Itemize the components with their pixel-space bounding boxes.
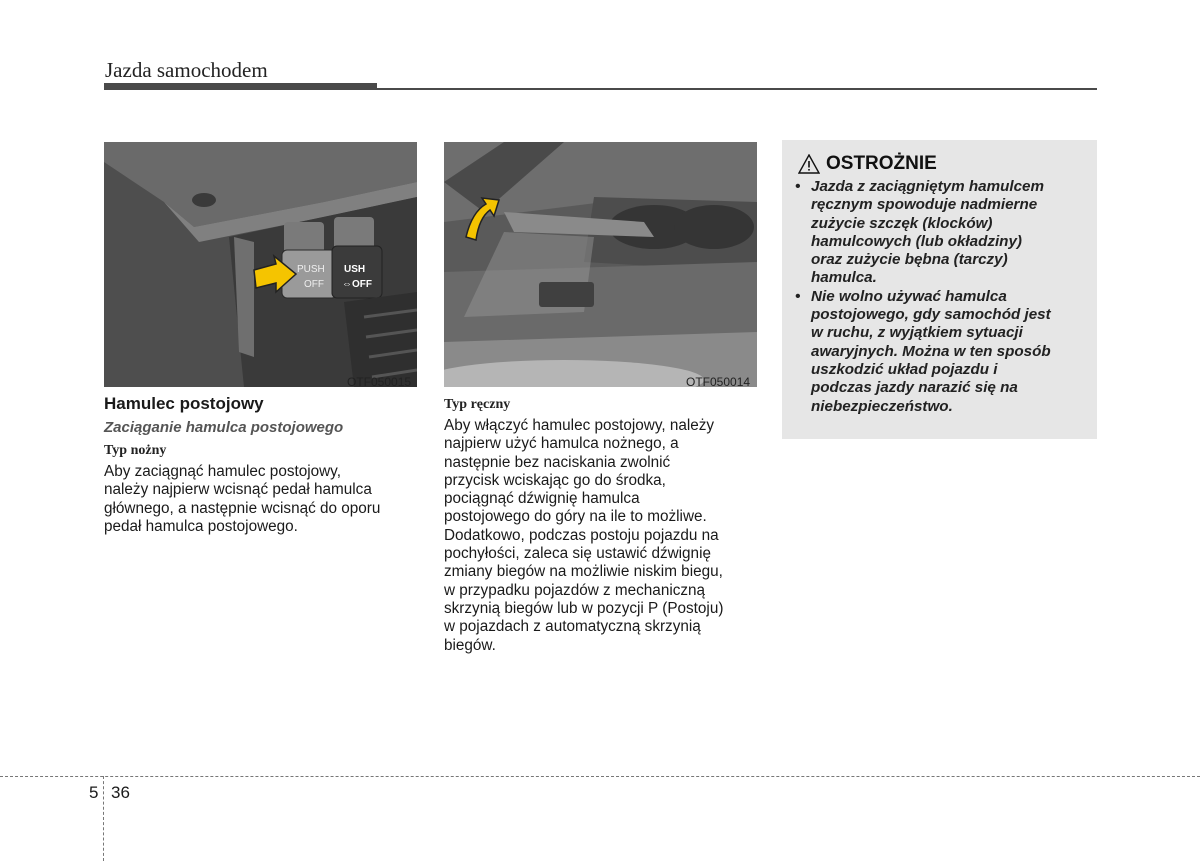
- running-header: Jazda samochodem: [105, 58, 268, 82]
- hand-brake-paragraph: [444, 417, 757, 655]
- figure-label-push-2: USH: [344, 264, 366, 275]
- text-line: w pojazdach z automatyczną skrzynią: [444, 618, 701, 636]
- page-number: 36: [111, 783, 130, 802]
- text-line: Nie wolno używać hamulca: [811, 287, 1007, 305]
- text-line: Dodatkowo, podczas postoju pojazdu na: [444, 526, 719, 544]
- text-line: pochyłości, zaleca się ustawić dźwignię: [444, 545, 711, 563]
- text-line: hamulcowych (lub okładziny): [811, 232, 1022, 250]
- figure-code-left: OTF050015: [347, 375, 412, 389]
- caution-header: [798, 153, 937, 175]
- type-label-hand: Typ ręczny: [444, 397, 511, 412]
- figure-foot-parking-brake: [104, 142, 417, 387]
- figure-label-off-2: ⇔OFF: [342, 279, 372, 290]
- text-line: w przypadku pojazdów z mechaniczną: [444, 581, 706, 599]
- text-line: ręcznym spowoduje nadmierne: [811, 196, 1038, 214]
- caution-item: [790, 178, 1090, 288]
- bullet-icon: •: [795, 287, 801, 305]
- text-line: następnie bez naciskania zwolnić: [444, 453, 671, 471]
- header-rule-thick: [104, 83, 377, 90]
- footer-rule: [0, 776, 1200, 777]
- text-line: postojowego do góry na ile to możliwe.: [444, 508, 707, 526]
- text-line: przycisk wciskając go do środka,: [444, 471, 666, 489]
- warning-icon: [798, 154, 820, 174]
- header-rule-thin: [377, 88, 1097, 90]
- type-label-foot: Typ nożny: [104, 443, 167, 458]
- section-title: Hamulec postojowy: [104, 394, 264, 413]
- caution-box: [782, 140, 1097, 439]
- section-subtitle: Zaciąganie hamulca postojowego: [104, 419, 344, 436]
- text-line: podczas jazdy narazić się na: [811, 379, 1018, 397]
- text-line: Aby włączyć hamulec postojowy, należy: [444, 417, 715, 434]
- text-line: uszkodzić układ pojazdu i: [811, 360, 998, 378]
- text-line: skrzynią biegów lub w pozycji P (Postoju): [444, 599, 724, 617]
- text-line: oraz zużycie bębna (tarczy): [811, 251, 1008, 269]
- text-line: w ruchu, z wyjątkiem sytuacji: [811, 324, 1023, 342]
- text-line: niebezpieczeństwo.: [811, 397, 953, 415]
- text-line: pociągnąć dźwignię hamulca: [444, 490, 640, 508]
- caution-list: [790, 178, 1090, 416]
- caution-title: OSTROŻNIE: [826, 153, 937, 174]
- text-line: postojowego, gdy samochód jest: [811, 306, 1051, 324]
- text-line: awaryjnych. Można w ten sposób: [811, 342, 1051, 360]
- bullet-icon: •: [795, 178, 801, 195]
- text-line: należy najpierw wcisnąć pedał hamulca: [104, 481, 372, 499]
- text-line: zmiany biegów na możliwie niskim biegu,: [444, 563, 723, 581]
- text-line: Aby zaciągnąć hamulec postojowy,: [104, 463, 341, 480]
- figure-label-push: PUSH: [297, 264, 325, 275]
- foot-brake-paragraph: [104, 463, 417, 536]
- figure-label-off: OFF: [304, 279, 324, 290]
- text-line: hamulca.: [811, 269, 877, 287]
- text-line: najpierw użyć hamulca nożnego, a: [444, 435, 679, 453]
- figure-hand-parking-brake: [444, 142, 757, 387]
- text-line: zużycie szczęk (klocków): [811, 214, 993, 232]
- text-line: pedał hamulca postojowego.: [104, 517, 298, 535]
- text-line: Jazda z zaciągniętym hamulcem: [811, 178, 1044, 195]
- caution-item: [790, 288, 1090, 416]
- figure-code-right: OTF050014: [686, 375, 751, 389]
- chapter-number: 5: [89, 783, 99, 802]
- text-line: głównego, a następnie wcisnąć do oporu: [104, 499, 381, 517]
- footer-vertical-rule: [103, 776, 104, 861]
- text-line: biegów.: [444, 636, 496, 654]
